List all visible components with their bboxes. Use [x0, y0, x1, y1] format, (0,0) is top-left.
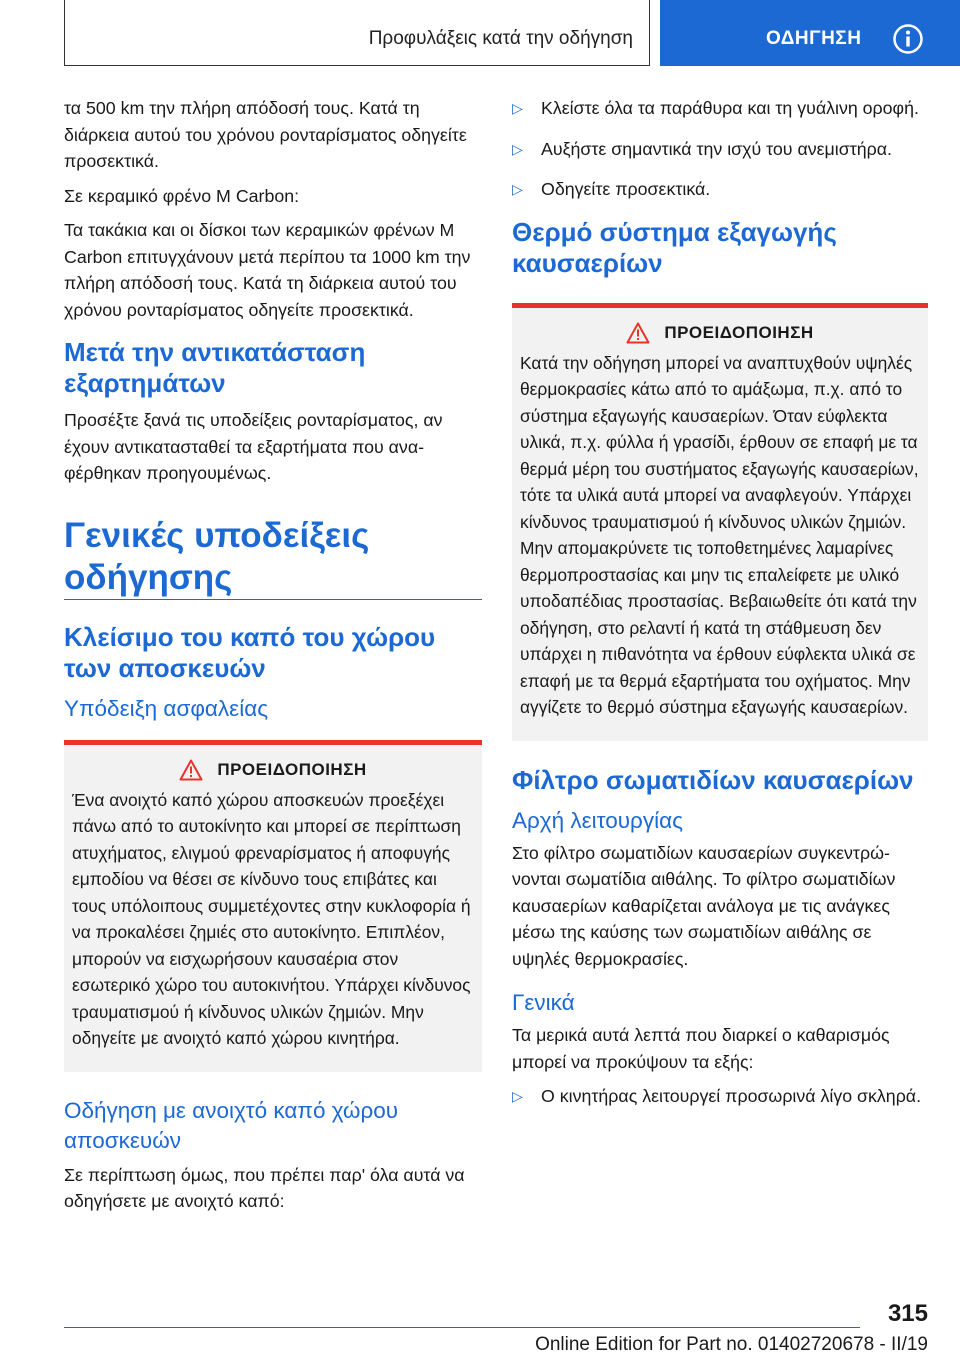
- right-column: [512, 95, 928, 1124]
- footer-divider: [64, 1327, 860, 1328]
- header-chapter-box: [660, 0, 960, 66]
- warning-box: [64, 740, 482, 1072]
- heading-general: Γενικά: [512, 990, 575, 1015]
- paragraph: Προσέξτε ξανά τις υποδείξεις ρονταρίσματος, αν έχουν αντικατασταθεί τα εξαρτήματα που αναφέρθηκαν προηγουμένως.: [64, 410, 443, 483]
- heading-safety-note: Υπόδειξη ασφαλείας: [64, 695, 269, 721]
- bullet-list: [512, 95, 928, 203]
- list-item: ▷ Ο κινητήρας λειτουργεί προσωρινά λίγο σκληρά.: [512, 1083, 928, 1110]
- warning-box: [512, 303, 928, 741]
- triangle-bullet-icon: ▷: [512, 1088, 523, 1104]
- paragraph: Σε περίπτωση όμως, που πρέπει παρ' όλα αυτά να οδηγήσετε με ανοιχτό καπό:: [64, 1164, 465, 1211]
- chapter-title: ΟΔΗΓΗΣΗ: [766, 28, 862, 49]
- left-column: [64, 95, 482, 1223]
- warning-triangle-icon: [626, 322, 650, 344]
- heading-hot-exhaust: Θερμό σύστημα εξαγωγής καυσαερίων: [512, 216, 837, 278]
- triangle-bullet-icon: ▷: [512, 100, 523, 116]
- bullet-list: [512, 1083, 928, 1110]
- paragraph: Στο φίλτρο σωματιδίων καυσαερίων συγκεντρώνονται σωματίδια αιθάλης. Το φίλτρο σωματιδίων καυσαερίων καθαρίζεται ανάλογα με τις ανάγκες μέσω της καύσης των σωματιδίων αιθάλης σε υψηλές θερμοκρασίες.: [512, 842, 896, 969]
- footer-edition: Online Edition for Part no. 01402720678 - II/19: [535, 1334, 928, 1355]
- info-icon: [892, 23, 924, 55]
- paragraph: Σε κεραμικό φρένο M Carbon:: [64, 185, 300, 206]
- heading-closing-trunk: Κλείσιμο του καπό του χώρου των αποσκευών: [64, 621, 436, 683]
- warning-label: ΠΡΟΕΙΔΟΠΟΙΗΣΗ: [664, 322, 814, 342]
- heading-principle: Αρχή λειτουργίας: [512, 807, 683, 833]
- heading-particulate-filter: Φίλτρο σωματιδίων καυσαερίων: [512, 764, 914, 795]
- warning-text: Ένα ανοιχτό καπό χώρου αποσκευών προεξέχει πάνω από το αυτοκίνητο και μπορεί σε περίπτωση ατυχήματος, ελιγμού φρεναρίσματος ή αποφυγής εμποδίου να θέσει σε κίνδυνο τους επιβάτες και τους υπόλοιπους συμμετέχοντες στην κυκλοφορία ή να προκαλέσει ζημιές στο αυτοκίνητο. Επιπλέον, μπορούν να εισχωρήσουν καυσαέρια στον εσωτερικό χώρο του αυτοκινήτου. Υπάρχει κίνδυνος τραυματισμού ή κίνδυνος υλικών ζημιών. Μην οδηγείτε με ανοιχτό καπό χώρου κινητήρα.: [72, 789, 471, 1048]
- heading-parts-replacement: Μετά την αντικατάσταση εξαρτημάτων: [64, 337, 366, 398]
- heading-driving-open-trunk: Οδήγηση με ανοιχτό καπό χώρου αποσκευών: [64, 1097, 399, 1153]
- page-header: [64, 0, 960, 66]
- heading-general-driving-tips: Γενικές υποδείξεις οδήγησης: [64, 515, 482, 600]
- header-section-box: [64, 0, 650, 66]
- triangle-bullet-icon: ▷: [512, 181, 523, 197]
- warning-header: [520, 322, 920, 344]
- paragraph: Τα τακάκια και οι δίσκοι των κεραμικών φρένων M Carbon επιτυγχάνουν μετά περίπου τα 1000 km την πλήρη απόδοσή τους. Κατά τη διάρκεια αυτού του χρόνου ρονταρίσματος οδηγείτε προσεκτικά.: [64, 220, 471, 320]
- paragraph: τα 500 km την πλήρη απόδοσή τους. Κατά τη διάρκεια αυτού του χρόνου ρονταρίσματος οδηγείτε προσεκτικά.: [64, 98, 467, 171]
- list-item: ▷ Κλείστε όλα τα παράθυρα και τη γυάλινη οροφή.: [512, 95, 928, 122]
- triangle-bullet-icon: ▷: [512, 140, 523, 157]
- section-title: Προφυλάξεις κατά την οδήγηση: [368, 28, 633, 49]
- warning-text: Κατά την οδήγηση μπορεί να αναπτυχθούν υψηλές θερμοκρασίες κάτω από το αμάξωμα, π.χ. από το σύστημα εξαγωγής καυσαερίων. Όταν εύφλεκτα υλικά, π.χ. φύλλα ή γρασίδι, έρθουν σε επαφή με τα θερμά μέρη του συστήματος εξαγωγής καυσαερίων, τότε τα υλικά αυτά μπορεί να αναφλεγούν. Υπάρχει κίνδυνος τραυματισμού ή κίνδυνος υλικών ζημιών. Μην απομακρύνετε τις τοποθετημένες λαμαρίνες θερμοπροστασίας και μην τις επαλείφετε με υλικό υποδαπέδιας προστασίας. Βεβαιωθείτε ότι κατά την οδήγηση, στο ρελαντί ή κατά τη στάθμευση δεν υπάρχει η πιθανότητα να έρθουν εύφλεκτα υλικά σε επαφή με τα θερμά εξαρτήματα του οχήματος. Μην αγγίζετε το θερμό σύστημα εξαγωγής καυσαερίων.: [520, 352, 919, 717]
- warning-triangle-icon: [179, 759, 203, 781]
- list-item: ▷ Οδηγείτε προσεκτικά.: [512, 176, 928, 203]
- warning-label: ΠΡΟΕΙΔΟΠΟΙΗΣΗ: [217, 759, 367, 779]
- list-item: ▷ Αυξήστε σημαντικά την ισχύ του ανεμιστήρα.: [512, 136, 928, 163]
- warning-header: [72, 759, 474, 781]
- page-number: 315: [887, 1300, 928, 1327]
- paragraph: Τα μερικά αυτά λεπτά που διαρκεί ο καθαρισμός μπορεί να προκύψουν τα εξής:: [512, 1025, 890, 1072]
